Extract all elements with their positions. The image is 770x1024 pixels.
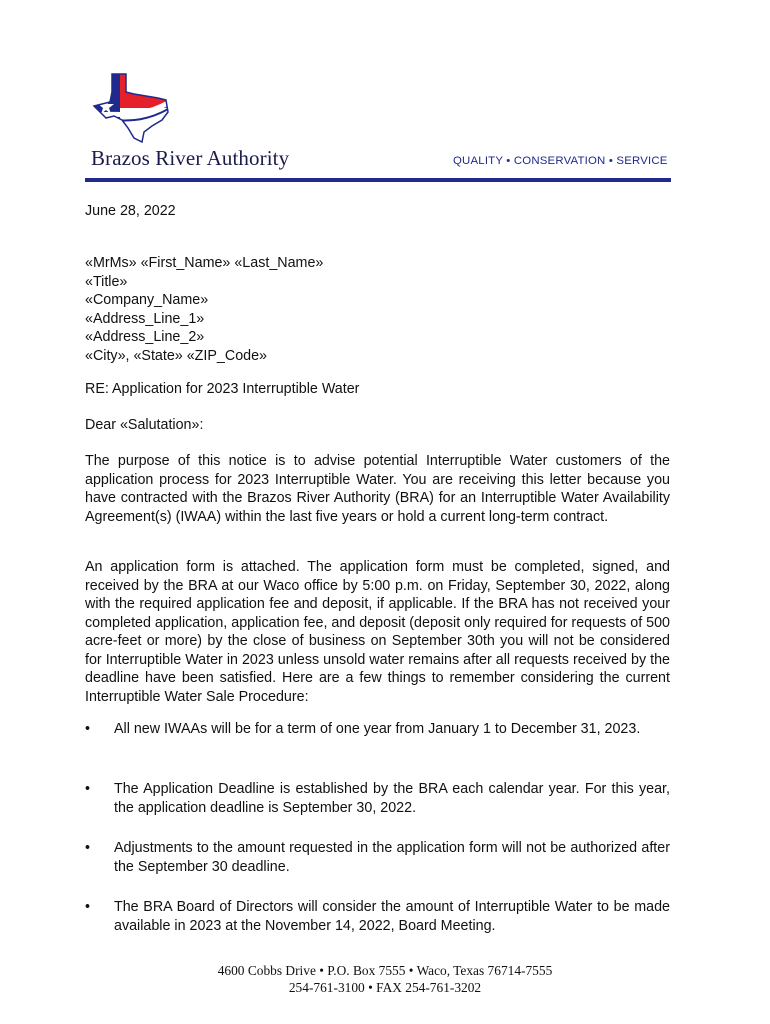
bullet-icon: •	[85, 899, 91, 915]
tagline: QUALITY • CONSERVATION • SERVICE	[453, 155, 668, 167]
list-item-text: The Application Deadline is established by the BRA each calendar year. For this year, the application deadline is September 30, 2022.	[114, 781, 670, 816]
address-line: «Company_Name»	[85, 292, 209, 308]
footer-phone: 254-761-3100 • FAX 254-761-3202	[288, 980, 482, 995]
letterhead-divider	[85, 178, 671, 182]
list-item-text: All new IWAAs will be for a term of one year from January 1 to December 31, 2023.	[114, 721, 641, 737]
recipient-address	[85, 254, 323, 365]
paragraph-application: An application form is attached. The application form must be completed, signed, and received by the BRA at our Waco office by 5:00 p.m. on Friday, September 30, 2022, along with the required application fee and deposit, if applicable. If the BRA has not received your completed application, application fee, and deposit (deposit only required for requests of 500 acre-feet or more) by the close of business on September 30th you will not be considered for Interruptible Water in 2023 unless unsold water remains after all requests received by the deadline have been satisfied. Here are a few things to remember considering the current Interruptible Water Sale Procedure:	[85, 559, 670, 705]
salutation: Dear «Salutation»:	[85, 417, 204, 433]
address-line: «City», «State» «ZIP_Code»	[85, 347, 267, 364]
bullet-icon: •	[85, 721, 91, 737]
address-line: «Title»	[85, 273, 128, 290]
bullet-icon: •	[85, 781, 91, 797]
re-line: RE: Application for 2023 Interruptible Water	[85, 381, 360, 397]
list-item-text: The BRA Board of Directors will consider the amount of Interruptible Water to be made available in 2023 at the November 14, 2022, Board Meeting.	[114, 899, 670, 934]
address-line: «Address_Line_2»	[85, 329, 205, 345]
texas-flag-logo-icon	[90, 72, 170, 144]
list-item-text: Adjustments to the amount requested in the application form will not be authorized after the September 30 deadline.	[114, 840, 670, 875]
org-name: Brazos River Authority	[91, 146, 290, 170]
letter-date: June 28, 2022	[85, 203, 176, 219]
bullet-icon: •	[85, 840, 91, 856]
paragraph-purpose: The purpose of this notice is to advise potential Interruptible Water customers of the application process for 2023 Interruptible Water. You are receiving this letter because you have contracted with the Brazos River Authority (BRA) for an Interruptible Water Availability Agreement(s) (IWAA) within the last five years or hold a current long-term contract.	[85, 453, 670, 525]
address-line: «MrMs» «First_Name» «Last_Name»	[85, 255, 324, 271]
address-line: «Address_Line_1»	[85, 310, 205, 327]
footer-address: 4600 Cobbs Drive • P.O. Box 7555 • Waco, Texas 76714-7555	[217, 963, 553, 978]
